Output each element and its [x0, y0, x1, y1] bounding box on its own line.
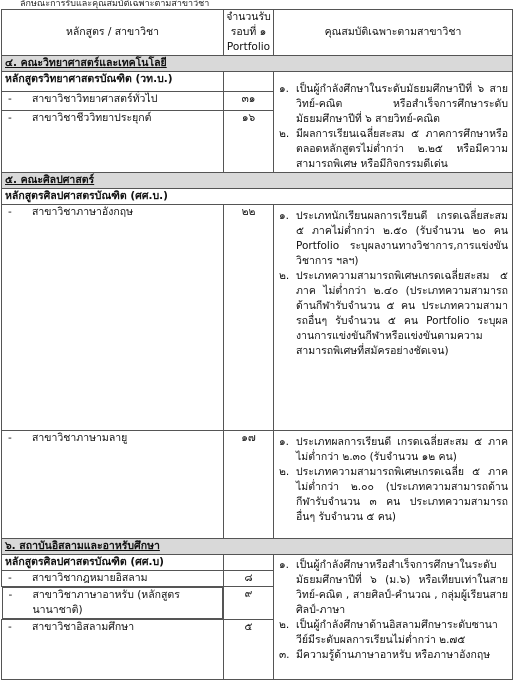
major-row: - สาขาวิชาภาษาอาหรับ (หลักสูตรนานาชาติ) ๙ — [2, 587, 513, 620]
header-portfolio-count — [224, 10, 274, 56]
table-header-row — [2, 10, 513, 56]
qualification-item: ๒. ประเภทความสามารถพิเศษเกรดเฉลี่ยสะสม ๕ ภาค ไม่ต่ำกว่า ๒.๔๐ (ประเภทความสามารถด้านกีฬารับจำนวน ๕ คน ประเภทความสามารถอื่นๆ รับจำนวน ๕ คน Portfolio ระบุผลงานการแข่งขันกีฬาหรือแข่งขันตามความสามารถพิเศษที่สมัครอย่างชัดเจน) — [279, 270, 508, 357]
faculty-title: ๕. คณะศิลปศาสตร์ — [5, 174, 95, 186]
major-count: ๕ — [224, 620, 274, 680]
header-program-major: หลักสูตร / สาขาวิชา — [2, 10, 224, 56]
program-row — [2, 555, 513, 571]
qualification-item: ๑. ประเภทนักเรียนผลการเรียนดี เกรดเฉลี่ยสะสม ๕ ภาคไม่ต่ำกว่า ๒.๕๐ (รับจำนวน ๒๐ คน Portfolio ระบุผลงานทางวิชาการ,การแข่งขันวิชาการ ฯลฯ) — [279, 210, 508, 267]
major-row: - สาขาวิชาวิทยาศาสตร์ทั่วไป ๓๑ — [2, 91, 513, 111]
major-name: สาขาวิชาภาษามลายู — [32, 432, 128, 444]
qualification-list — [274, 435, 512, 525]
major-name: สาขาวิชาภาษาอังกฤษ — [32, 206, 134, 218]
program-row — [2, 72, 513, 92]
header-count-line: รอบที่ ๑ — [230, 26, 267, 38]
major-row: - สาขาวิชากฎหมายอิสลาม ๘ — [2, 571, 513, 587]
cut-off-heading: ลักษณะการรับและคุณสมบัติเฉพาะตามสาขาวิชา — [20, 0, 210, 9]
qualifications-cell — [274, 205, 513, 431]
major-name: สาขาวิชาชีววิทยาประยุกต์ — [32, 112, 152, 124]
qualification-item: ๑. เป็นผู้กำลังศึกษาในระดับมัธยมศึกษาปีที่ ๖ สายวิทย์-คณิต หรือสำเร็จการศึกษาระดับมัธยมศึกษาปีที่ ๖ สายวิทย์-คณิต — [279, 83, 508, 125]
major-name: สาขาวิชาอิสลามศึกษา — [32, 621, 135, 633]
qualification-list — [274, 558, 512, 663]
qualification-item: ๒. ประเภทความสามารถพิเศษเกรดเฉลี่ย ๕ ภาคไม่ต่ำกว่า ๒.๐๐ (ประเภทความสามารถด้านกีฬารับจำนวน ๓ คน ประเภทความสามารถอื่นๆ รับจำนวน ๕ คน) — [279, 466, 508, 523]
faculty-row — [2, 539, 513, 555]
qualifications-cell — [274, 72, 513, 173]
faculty-title: ๖. สถาบันอิสลามและอาหรับศึกษา — [5, 540, 160, 552]
qualification-item: ๒. มีผลการเรียนเฉลี่ยสะสม ๕ ภาคการศึกษาหรือตลอดหลักสูตรไม่ต่ำกว่า ๒.๒๕ หรือมีความสามารถพิเศษ หรือมีกิจกรรมดีเด่น — [279, 128, 508, 170]
qualification-list — [274, 82, 512, 172]
faculty-row — [2, 173, 513, 189]
program-row — [2, 189, 513, 205]
qualification-item: ๑. ประเภทผลการเรียนดี เกรดเฉลี่ยสะสม ๕ ภาคไม่ต่ำกว่า ๒.๓๐ (รับจำนวน ๑๒ คน) — [279, 436, 508, 463]
major-count: ๑๖ — [224, 111, 274, 173]
faculty-row — [2, 56, 513, 72]
major-name: สาขาวิชากฎหมายอิสลาม — [32, 572, 148, 584]
major-count: ๘ — [224, 571, 274, 587]
qualifications-cell — [274, 555, 513, 680]
qualification-item: ๓. มีความรู้ด้านภาษาอาหรับ หรือภาษาอังกฤษ — [279, 649, 491, 661]
major-row: - สาขาวิชาภาษาอังกฤษ ๒๒ ๑. ประเภทนักเรียนผลการเรียนดี เกรดเฉลี่ยสะสม ๕ ภาคไม่ต่ำกว่า ๒.๕๐ (รับจำนวน ๒๐ คน Portfolio ระบุผลงานทางวิชาการ,การแข่งขันวิชาการ ฯลฯ) ๒. ประเภทความสามารถพิเศษเกรดเฉลี่ยสะสม ๕ ภาค ไม่ต่ำกว่า ๒.๔๐ (ประเภทความสามารถด้านกีฬารับจำนวน ๕ คน ประเภทความสามารถอื่นๆ รับจำนวน ๕ คน Portfolio ระบุผลงานการแข่งขันกีฬาหรือแข่งขันตามความสามารถพิเศษที่สมัครอย่างชัดเจน) — [2, 205, 513, 431]
qualification-item: ๒. เป็นผู้กำลังศึกษาด้านอิสลามศึกษาระดับซานาวีย์มีระดับผลการเรียนไม่ต่ำกว่า ๒.๗๕ — [279, 619, 498, 646]
major-count: ๙ — [224, 587, 274, 620]
program-title: หลักสูตรวิทยาศาสตรบัณฑิต (วท.บ.) — [2, 72, 224, 92]
qualification-item: ๑. เป็นผู้กำลังศึกษาหรือสำเร็จการศึกษาในระดับมัธยมศึกษาปีที่ ๖ (ม.๖) หรือเทียบเท่าในสายวิทย์-คณิต , สายศิลป์-คำนวณ , กลุ่มผู้เรียนสายศิลป์-ภาษา — [279, 559, 508, 616]
admission-table — [1, 9, 513, 680]
faculty-title: ๔. คณะวิทยาศาสตร์และเทคโนโลยี — [5, 57, 167, 69]
qualification-list — [274, 209, 512, 359]
major-row: - สาขาวิชาภาษามลายู ๑๗ ๑. ประเภทผลการเรียนดี เกรดเฉลี่ยสะสม ๕ ภาคไม่ต่ำกว่า ๒.๓๐ (รับจำนวน ๑๒ คน) ๒. ประเภทความสามารถพิเศษเกรดเฉลี่ย ๕ ภาคไม่ต่ำกว่า ๒.๐๐ (ประเภทความสามารถด้านกีฬารับจำนวน ๓ คน ประเภทความสามารถอื่นๆ รับจำนวน ๕ คน) — [2, 431, 513, 539]
program-title: หลักสูตรศิลปศาสตรบัณฑิต (ศศ.บ.) — [2, 189, 513, 205]
major-name: สาขาวิชาภาษาอาหรับ (หลักสูตรนานาชาติ) — [32, 589, 180, 616]
major-name: สาขาวิชาวิทยาศาสตร์ทั่วไป — [32, 92, 158, 105]
major-count: ๓๑ — [224, 91, 274, 111]
qualifications-cell — [274, 431, 513, 539]
major-count: ๒๒ — [224, 205, 274, 431]
header-count-line: Portfolio — [226, 41, 271, 53]
program-title: หลักสูตรศิลปศาสตรบัณฑิต (ศศ.บ) — [2, 555, 224, 571]
major-count: ๑๗ — [224, 431, 274, 539]
header-count-line: จำนวนรับ — [226, 11, 271, 23]
major-row: - สาขาวิชาอิสลามศึกษา ๕ — [2, 620, 513, 680]
header-qualifications: คุณสมบัติเฉพาะตามสาขาวิชา — [274, 10, 513, 56]
major-row: - สาขาวิชาชีววิทยาประยุกต์ ๑๖ — [2, 111, 513, 173]
